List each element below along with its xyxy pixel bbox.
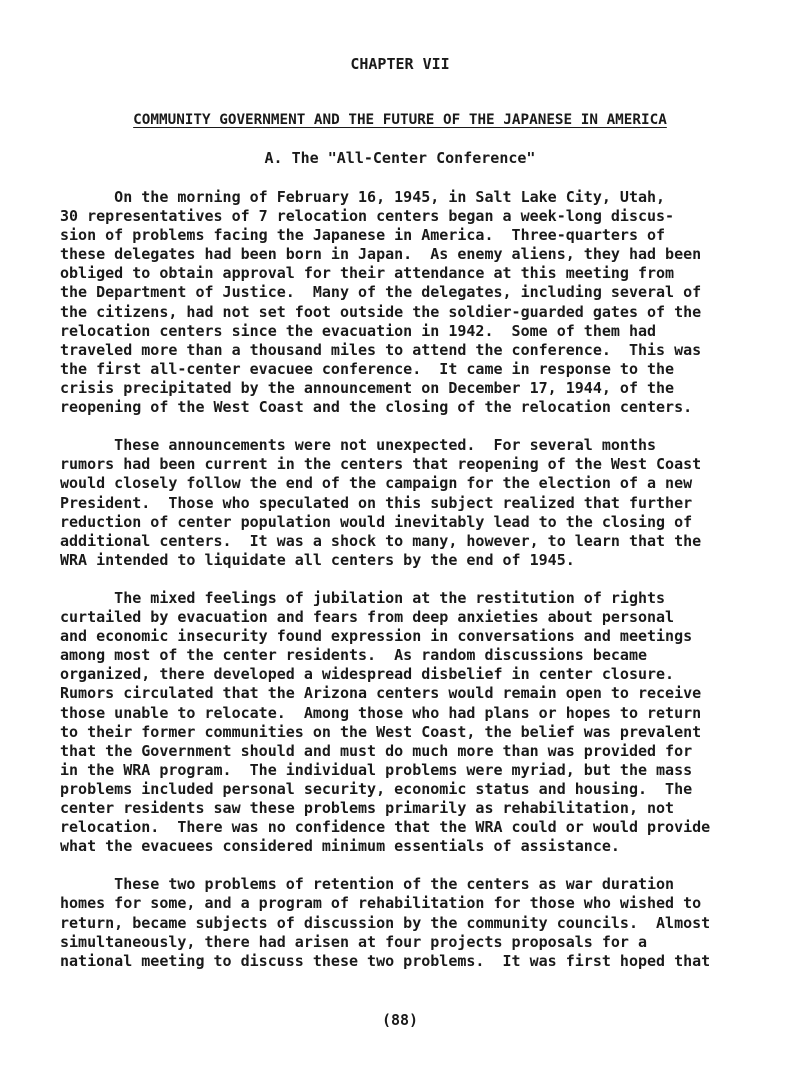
paragraph	[60, 436, 760, 570]
text-line: traveled more than a thousand miles to attend the conference. This was	[60, 340, 702, 359]
chapter-heading: CHAPTER VII	[350, 55, 450, 73]
text-line: that the Government should and must do much more than was provided for	[60, 741, 693, 760]
body-text	[60, 188, 760, 990]
chapter-title: COMMUNITY GOVERNMENT AND THE FUTURE OF THE JAPANESE IN AMERICA	[133, 112, 667, 128]
text-line: relocation. There was no confidence that the WRA could or would provide	[60, 818, 711, 837]
paragraph	[60, 188, 760, 417]
text-line: crisis precipitated by the announcement on December 17, 1944, of the	[60, 378, 675, 397]
text-line: President. Those who speculated on this subject realized that further	[60, 493, 693, 512]
text-line: organized, there developed a widespread disbelief in center closure.	[60, 665, 675, 684]
text-line: Rumors circulated that the Arizona centers would remain open to receive	[60, 684, 702, 703]
text-line: return, became subjects of discussion by the community councils. Almost	[60, 913, 711, 932]
text-line: On the morning of February 16, 1945, in Salt Lake City, Utah,	[60, 188, 666, 206]
text-line: center residents saw these problems primarily as rehabilitation, not	[60, 799, 675, 817]
text-line: and economic insecurity found expression in conversations and meetings	[60, 627, 693, 646]
text-line: relocation centers since the evacuation in 1942. Some of them had	[60, 321, 657, 340]
text-line: rumors had been current in the centers that reopening of the West Coast	[60, 455, 702, 474]
text-line: obliged to obtain approval for their attendance at this meeting from	[60, 264, 675, 283]
paragraph	[60, 875, 760, 970]
paragraph	[60, 589, 760, 856]
text-line: reduction of center population would inevitably lead to the closing of	[60, 512, 693, 531]
text-line: would closely follow the end of the campaign for the election of a new	[60, 474, 693, 493]
text-line: problems included personal security, economic status and housing. The	[60, 779, 693, 798]
text-line: simultaneously, there had arisen at four projects proposals for a	[60, 932, 647, 951]
text-line: reopening of the West Coast and the closing of the relocation centers.	[60, 398, 693, 417]
text-line: in the WRA program. The individual problems were myriad, but the mass	[60, 760, 693, 779]
text-line: the first all-center evacuee conference. It came in response to the	[60, 359, 675, 378]
text-line: among most of the center residents. As random discussions became	[60, 646, 647, 665]
text-line: These announcements were not unexpected. For several months	[60, 436, 657, 455]
text-line: these delegates had been born in Japan. As enemy aliens, they had been	[60, 245, 702, 264]
text-line: curtailed by evacuation and fears from deep anxieties about personal	[60, 608, 675, 627]
text-line: the Department of Justice. Many of the delegates, including several of	[60, 283, 702, 302]
text-line: These two problems of retention of the centers as war duration	[60, 875, 675, 894]
text-line: WRA intended to liquidate all centers by the end of 1945.	[60, 550, 575, 569]
text-line: sion of problems facing the Japanese in America. Three-quarters of	[60, 226, 666, 245]
section-heading: A. The "All-Center Conference"	[264, 149, 536, 167]
text-line: the citizens, had not set foot outside the soldier-guarded gates of the	[60, 302, 702, 321]
text-line: 30 representatives of 7 relocation centers began a week-long discus-	[60, 207, 675, 226]
text-line: what the evacuees considered minimum essentials of assistance.	[60, 837, 620, 856]
text-line: The mixed feelings of jubilation at the restitution of rights	[60, 588, 666, 607]
text-line: those unable to relocate. Among those who had plans or hopes to return	[60, 703, 702, 722]
text-line: national meeting to discuss these two problems. It was first hoped that	[60, 951, 711, 970]
text-line: homes for some, and a program of rehabilitation for those who wished to	[60, 894, 702, 913]
text-line: to their former communities on the West Coast, the belief was prevalent	[60, 722, 702, 741]
page-number: (88)	[381, 1011, 419, 1029]
text-line: additional centers. It was a shock to many, however, to learn that the	[60, 531, 702, 550]
